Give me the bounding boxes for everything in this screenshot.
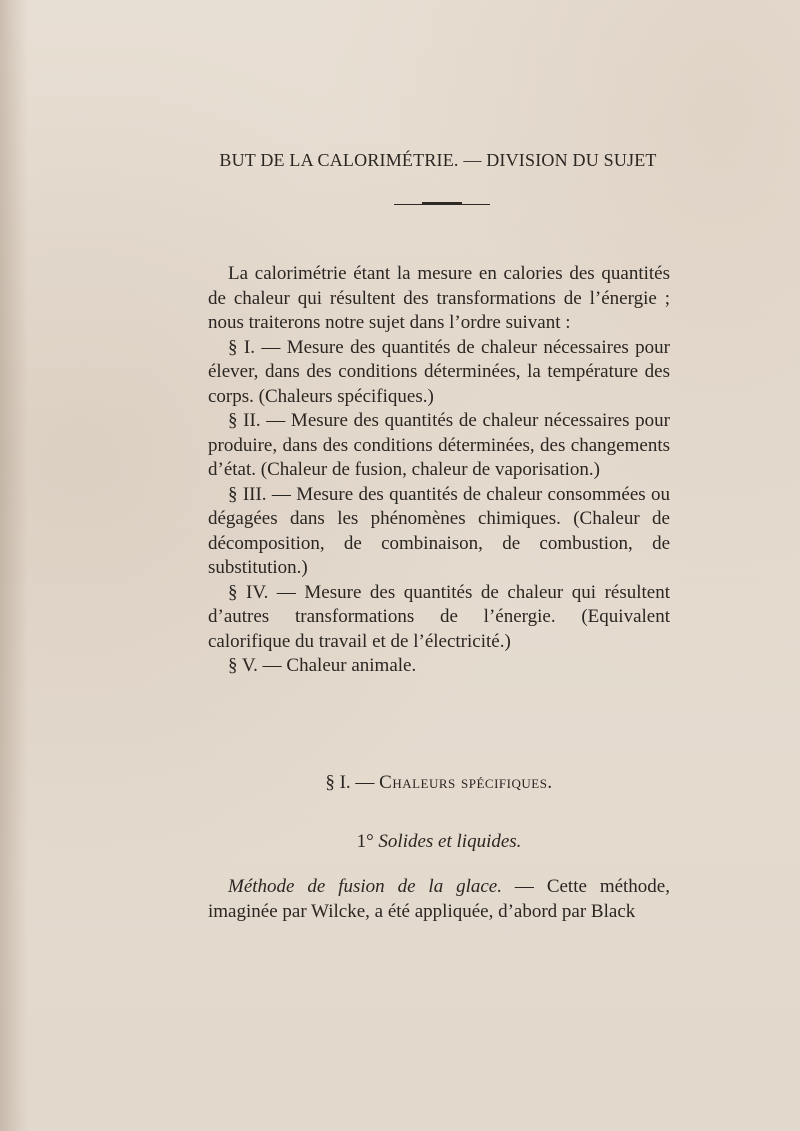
heading-rule xyxy=(394,204,490,205)
section-title-text: Chaleurs spécifiques. xyxy=(379,772,553,793)
paragraph-section-3: § III. — Mesure des quantités de chaleur consommées ou dégagées dans les phénomènes chimiques. (Chaleur de décomposition, de combinaison, de combustion, de substitution.) xyxy=(208,483,670,578)
intro-text xyxy=(208,262,670,679)
paragraph-intro: La calorimétrie étant la mesure en calories des quantités de chaleur qui résultent des transformations de l’énergie ; nous traiterons notre sujet dans l’ordre suivant : xyxy=(208,263,670,333)
method-text xyxy=(208,875,670,924)
subsection-title-text: Solides et liquides. xyxy=(378,831,522,852)
page-edge-shadow xyxy=(0,0,28,1131)
section-prefix: § I. — xyxy=(325,772,380,793)
method-paragraph xyxy=(208,875,670,924)
method-body: — Cette méthode, imaginée par Wilcke, a été appliquée, d’abord par Black xyxy=(208,876,670,922)
paragraph-section-4: § IV. — Mesure des quantités de chaleur qui résultent d’autres transformations de l’énergie. (Equivalent calorifique du travail et de l’électricité.) xyxy=(208,581,670,652)
section-title xyxy=(208,772,670,794)
subsection-title xyxy=(208,831,670,853)
paragraph-section-5: § V. — Chaleur animale. xyxy=(228,655,417,676)
paragraph-section-2: § II. — Mesure des quantités de chaleur nécessaires pour produire, dans des conditions déterminées, des changements d’état. (Chaleur de fusion, chaleur de vaporisation.) xyxy=(208,410,670,480)
paragraph-section-1: § I. — Mesure des quantités de chaleur nécessaires pour élever, dans des conditions déterminées, la température des corps. (Chaleurs spécifiques.) xyxy=(208,336,670,407)
page-heading: BUT DE LA CALORIMÉTRIE. — DIVISION DU SUJET xyxy=(219,150,657,170)
method-title: Méthode de fusion de la glace. xyxy=(228,876,502,897)
subsection-number: 1° xyxy=(356,831,374,852)
